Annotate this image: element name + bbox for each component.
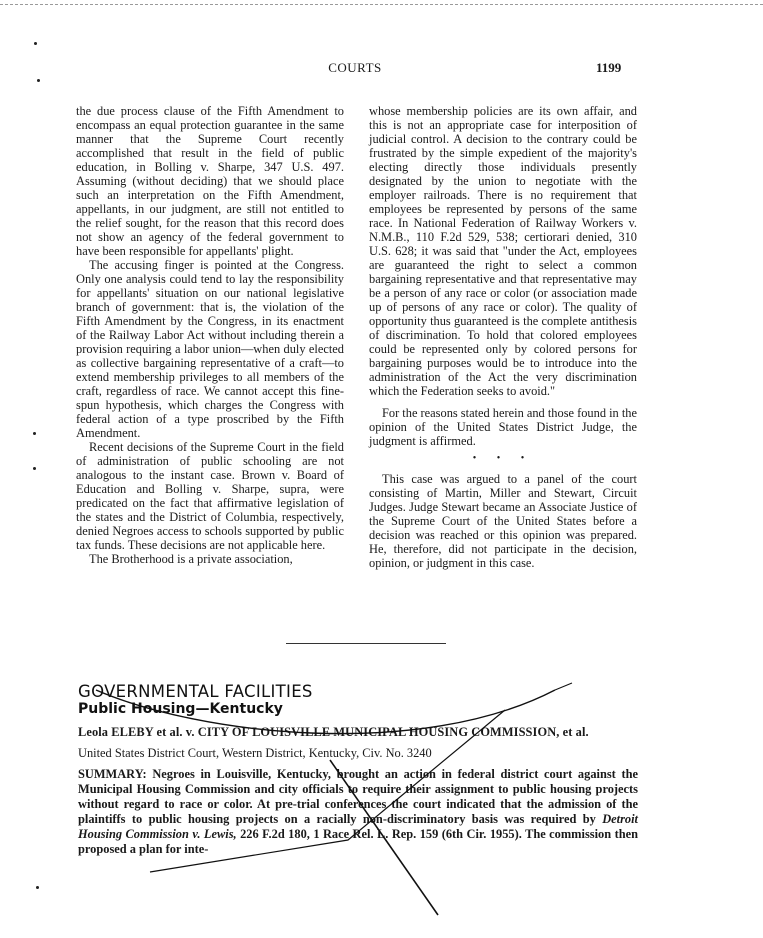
summary-case-citation: Detroit Housing Commission v. Lewis, [78,812,638,841]
section-separator: • • • [472,453,534,464]
paragraph: The accusing finger is pointed at the Congress. Only one analysis could tend to lay the responsibility for appellants' situation on our national legislative branch of government: that is, the violation of the Fifth Amendment by the Congress, in its enactment of the Railway Labor Act without including therein a provision requiring a labor union—when duly elected as collective bargaining representative of a craft—to extend membership privileges to all members of the craft, regardless of race. We cannot accept this fine-spun hypothesis, which charges the Congress with federal action of a type proscribed by the Fifth Amendment. [76,258,344,440]
page-number: 1199 [596,60,622,75]
paragraph: whose membership policies are its own affair, and this is not an appropriate case for interposition of judicial control. A decision to the contrary could be frustrated by the simple expedient of the majority's electing directly those individuals presently designated by the union to negotiate with the employer railroads. There is no requirement that employees be represented by persons of the same race. In National Federation of Railway Workers v. N.M.B., 110 F.2d 529, 538; certiorari denied, 310 U.S. 628; it was said that "under the Act, employees are guaranteed the right to select a common bargaining representative and that representative may be a person of any race or color (or association made up of persons of any race or color). The quality of opportunity thus guaranteed is the complete antithesis of discrimination. To hold that colored employees could be represented only by colored persons for bargaining purposes would be to introduce into the administration of the Act the very discrimination which the Federation seeks to avoid." [369,104,637,398]
summary-label: SUMMARY: [78,767,147,781]
paragraph: For the reasons stated herein and those found in the opinion of the United States District Judge, the judgment is affirmed. [369,406,637,448]
paragraph: This case was argued to a panel of the court consisting of Martin, Miller and Stewart, Circuit Judges. Judge Stewart became an Associate Justice of the Supreme Court of the United States before a decision was reached or this opinion was prepared. He, therefore, did not participate in the decision, opinion, or judgment in this case. [369,472,637,570]
section-subheading: Public Housing—Kentucky [78,701,283,717]
paragraph: The Brotherhood is a private association, [89,552,293,566]
court-line: United States District Court, Western District, Kentucky, Civ. No. 3240 [78,746,432,760]
paragraph: the due process clause of the Fifth Amendment to encompass an equal protection guarantee in the same manner that the Supreme Court recently accomplished that result in the field of public education, in Bolling v. Sharpe, 347 U.S. 497. Assuming (without deciding) that we should place such an interpretation on the Fifth Amendment, appellants, in our judgment, are still not entitled to the relief sought, for the reason that this record does not show an agency of the federal government to have been responsible for appellants' plight. [76,104,344,258]
scan-speck [37,79,40,82]
right-column [369,104,637,570]
paragraph: Recent decisions of the Supreme Court in the field of administration of public schooling are not analogous to the instant case. Brown v. Board of Education and Bolling v. Sharpe, supra, were predicated on the fact that affirmative legislation of the states and the District of Columbia, respectively, denied Negroes access to schools supported by public tax funds. These decisions are not applicable here. [76,440,344,552]
case-summary [78,767,638,857]
strike-tail-icon [555,683,572,690]
left-column [76,104,344,566]
scan-speck [33,467,36,470]
summary-text: Negroes in Louisville, Kentucky, brought an action in federal district court against the Municipal Housing Commission and city officials to require their assignment to public housing projects without regard to race or color. At pre-trial conferences the court indicated that the admission of the plaintiffs to public housing projects on a racially non-discriminatory basis was required by [78,767,638,826]
summary-text-continued: 226 F.2d 180, 1 Race Rel. L. Rep. 159 (6th Cir. 1955). The commission then proposed a plan for inte- [78,827,638,856]
section-heading: GOVERNMENTAL FACILITIES [78,682,313,701]
section-divider [286,643,446,644]
running-head: COURTS [328,60,382,75]
case-caption: Leola ELEBY et al. v. CITY OF LOUISVILLE MUNICIPAL HOUSING COMMISSION, et al. [78,725,589,739]
scan-speck [36,886,39,889]
scan-speck [33,432,36,435]
scan-speck [34,42,37,45]
scan-top-edge [0,4,763,5]
